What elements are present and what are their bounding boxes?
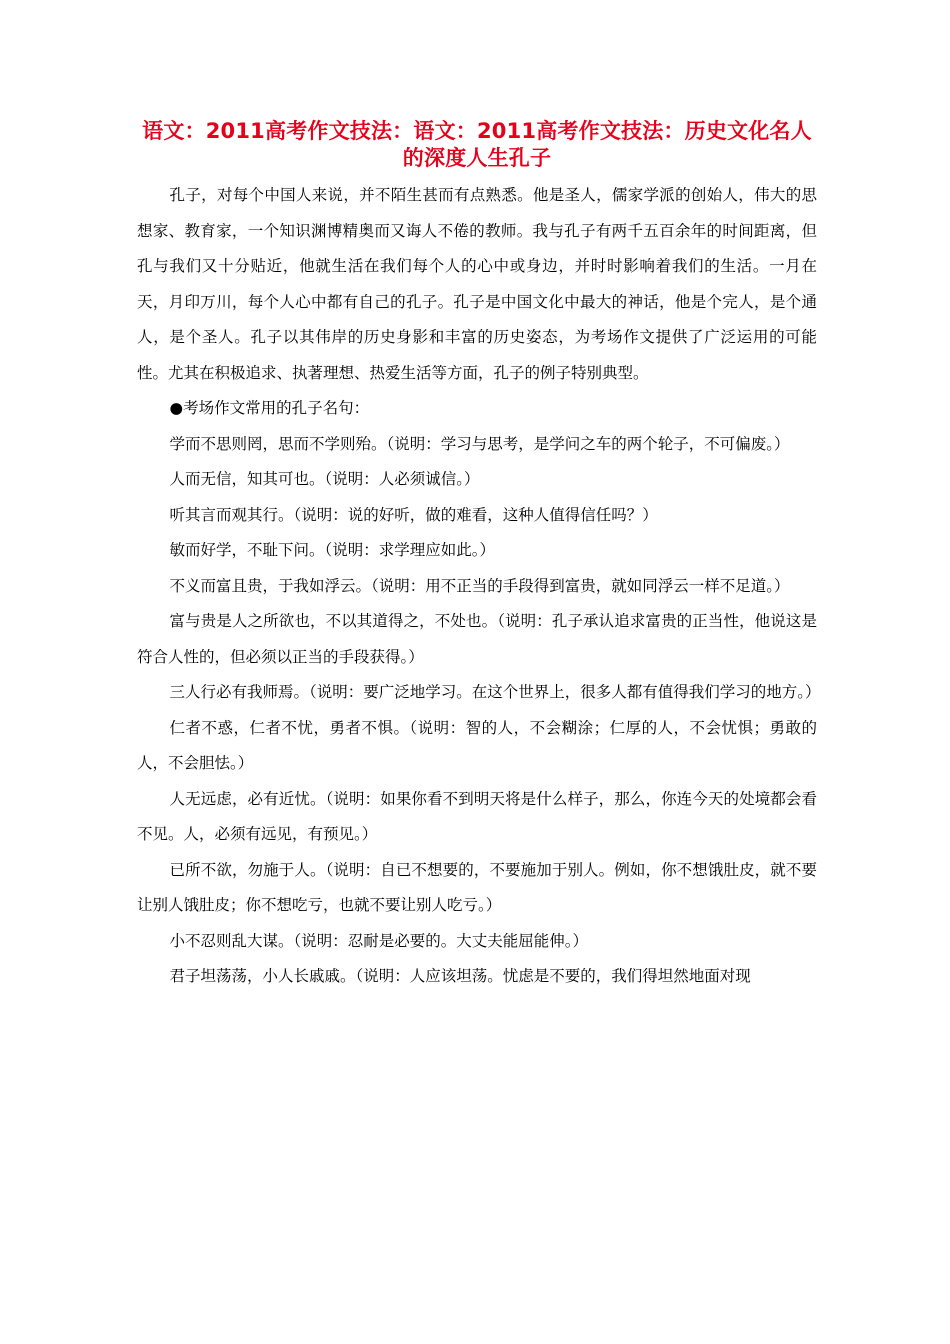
quote-paragraph: 听其言而观其行。（说明：说的好听，做的难看，这种人值得信任吗？） xyxy=(169,505,658,524)
document-page xyxy=(137,118,821,995)
quote-paragraph: 敏而好学，不耻下问。（说明：求学理应如此。） xyxy=(169,541,496,559)
intro-paragraph: 孔子，对每个中国人来说，并不陌生甚而有点熟悉。他是圣人，儒家学派的创始人，伟大的思想家、教育家，一个知识渊博精奥而又诲人不倦的教师。我与孔子有两千五百余年的时间距离，但孔与我们又十分贴近，他就生活在我们每个人的心中或身边，并时时影响着我们的生活。一月在天，月印万川，每个人心中都有自己的孔子。孔子是中国文化中最大的神话，他是个完人，是个通人，是个圣人。孔子以其伟岸的历史身影和丰富的历史姿态，为考场作文提供了广泛运用的可能性。尤其在积极追求、执著理想、热爱生活等方面，孔子的例子特别典型。 xyxy=(137,186,817,382)
quote-paragraph: 已所不欲，勿施于人。（说明：自已不想要的，不要施加于别人。例如，你不想饿肚皮，就不要让别人饿肚皮；你不想吃亏，也就不要让别人吃亏。） xyxy=(137,860,817,914)
section-heading: ●考场作文常用的孔子名句： xyxy=(169,399,370,417)
quote-paragraph: 人无远虑，必有近忧。（说明：如果你看不到明天将是什么样子，那么，你连今天的处境都会看不见。人，必须有远见，有预见。） xyxy=(137,789,817,843)
quote-paragraph: 不义而富且贵，于我如浮云。（说明：用不正当的手段得到富贵，就如同浮云一样不足道。） xyxy=(169,576,790,595)
quote-paragraph: 君子坦荡荡，小人长戚戚。（说明：人应该坦荡。忧虑是不要的，我们得坦然地面对现 xyxy=(169,967,751,985)
quote-paragraph: 仁者不惑，仁者不忧，勇者不惧。（说明：智的人，不会糊涂；仁厚的人，不会忧惧；勇敢的人，不会胆怯。） xyxy=(137,718,817,772)
document-title: 语文：2011高考作文技法：语文：2011高考作文技法：历史文化名人的深度人生孔子 xyxy=(142,119,812,170)
quote-paragraph: 三人行必有我师焉。（说明：要广泛地学习。在这个世界上，很多人都有值得我们学习的地方。） xyxy=(169,683,821,701)
quote-paragraph: 富与贵是人之所欲也，不以其道得之，不处也。（说明：孔子承认追求富贵的正当性，他说这是符合人性的，但必须以正当的手段获得。） xyxy=(137,612,817,666)
quote-paragraph: 学而不思则罔，思而不学则殆。（说明：学习与思考，是学问之车的两个轮子，不可偏废。） xyxy=(169,434,790,453)
quote-paragraph: 人而无信，知其可也。（说明：人必须诚信。） xyxy=(169,470,480,488)
quote-paragraph: 小不忍则乱大谋。（说明：忍耐是必要的。大丈夫能屈能伸。） xyxy=(169,931,589,950)
